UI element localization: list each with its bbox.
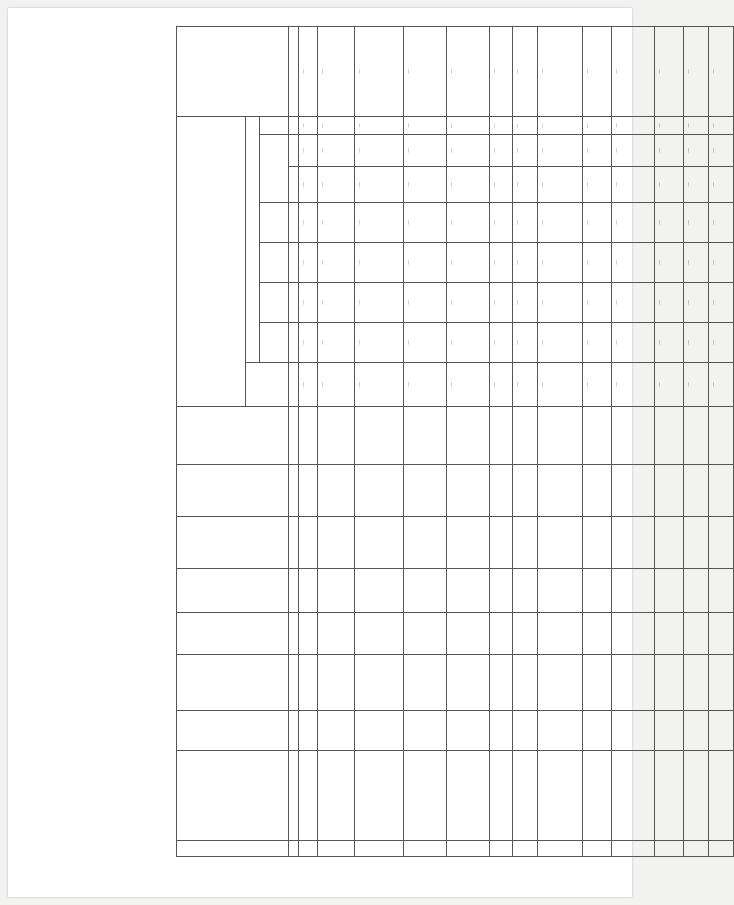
table-row [490, 27, 513, 857]
table-cell: — [355, 167, 404, 203]
table-cell: — [583, 243, 612, 283]
table-cell [404, 569, 447, 613]
table-cell [583, 465, 612, 517]
table-row [538, 27, 583, 857]
table-cell: — [709, 283, 734, 323]
table-cell [404, 655, 447, 711]
table-cell: — [709, 167, 734, 203]
table-cell [538, 517, 583, 569]
table-cell: — [684, 323, 709, 363]
table-cell: — [538, 203, 583, 243]
table-cell: — [684, 203, 709, 243]
table-cell [655, 841, 684, 857]
year-header [260, 243, 289, 283]
table-cell [355, 613, 404, 655]
table-cell: — [447, 243, 490, 283]
table-cell [299, 407, 318, 465]
column-number [289, 751, 299, 841]
table-cell [447, 569, 490, 613]
table-cell: — [355, 283, 404, 323]
table-cell: — [709, 27, 734, 117]
table-cell [513, 655, 538, 711]
table-cell: — [709, 135, 734, 167]
table-cell [709, 655, 734, 711]
table-cell: — [513, 167, 538, 203]
table-cell: — [655, 243, 684, 283]
table-cell [513, 517, 538, 569]
table-cell: — [538, 167, 583, 203]
table-cell [684, 841, 709, 857]
table-cell: — [612, 243, 655, 283]
table-cell [684, 569, 709, 613]
table-cell: — [655, 117, 684, 135]
table-cell [709, 751, 734, 841]
table-cell [299, 465, 318, 517]
table-cell: — [490, 27, 513, 117]
table-cell: — [355, 243, 404, 283]
table-cell: — [299, 117, 318, 135]
table-cell [684, 407, 709, 465]
table-cell [684, 613, 709, 655]
table-cell [404, 841, 447, 857]
table-cell [490, 613, 513, 655]
table-cell [513, 711, 538, 751]
table-cell [404, 407, 447, 465]
document-page [8, 8, 715, 897]
table-cell [490, 711, 513, 751]
table-cell [709, 711, 734, 751]
table-cell [318, 655, 355, 711]
table-cell: — [612, 203, 655, 243]
table-cell [684, 517, 709, 569]
table-header-row [177, 27, 246, 857]
table-cell: — [655, 323, 684, 363]
table-cell [538, 841, 583, 857]
table-cell: — [299, 203, 318, 243]
table-cell [583, 613, 612, 655]
column-number-row [289, 27, 299, 857]
table-cell: — [447, 135, 490, 167]
table-cell [355, 655, 404, 711]
table-cell: — [538, 27, 583, 117]
table-cell [655, 465, 684, 517]
table-cell [583, 655, 612, 711]
table-cell: — [447, 27, 490, 117]
table-cell: — [513, 135, 538, 167]
table-cell [655, 655, 684, 711]
table-cell [612, 655, 655, 711]
table-cell: — [404, 27, 447, 117]
table-cell: — [355, 363, 404, 407]
table-cell [655, 751, 684, 841]
table-cell: — [299, 243, 318, 283]
table-cell: — [299, 135, 318, 167]
table-cell [447, 655, 490, 711]
table-cell [709, 517, 734, 569]
table-cell [538, 613, 583, 655]
table-cell: — [318, 363, 355, 407]
table-cell: — [513, 243, 538, 283]
table-cell [583, 711, 612, 751]
table-cell [684, 711, 709, 751]
table-cell [299, 613, 318, 655]
column-number [289, 135, 299, 167]
table-cell: — [612, 167, 655, 203]
column-header [177, 655, 289, 711]
table-row [318, 27, 355, 857]
table-cell: — [655, 203, 684, 243]
table-cell [709, 569, 734, 613]
table-cell: — [404, 363, 447, 407]
column-number [289, 569, 299, 613]
table-cell: — [355, 27, 404, 117]
table-cell: — [490, 363, 513, 407]
table-cell [538, 751, 583, 841]
column-header [177, 841, 289, 857]
year-header [260, 203, 289, 243]
table-cell: — [684, 27, 709, 117]
column-header [177, 407, 289, 465]
table-cell: — [318, 117, 355, 135]
column-number [289, 363, 299, 407]
table-cell [404, 613, 447, 655]
table-cell [612, 711, 655, 751]
table-cell [612, 613, 655, 655]
table-cell [447, 517, 490, 569]
table-cell [513, 751, 538, 841]
column-header [177, 613, 289, 655]
table-cell [612, 465, 655, 517]
table-cell [612, 841, 655, 857]
column-number [289, 407, 299, 465]
table-cell: — [612, 117, 655, 135]
table-cell [538, 465, 583, 517]
table-cell: — [447, 323, 490, 363]
table-cell: — [447, 203, 490, 243]
table-cell: — [583, 27, 612, 117]
table-cell: — [318, 167, 355, 203]
table-cell: — [355, 117, 404, 135]
table-cell: — [655, 283, 684, 323]
table-cell [709, 407, 734, 465]
table-row [299, 27, 318, 857]
table-cell [655, 711, 684, 751]
table-cell: — [684, 135, 709, 167]
column-number [289, 655, 299, 711]
table-cell: — [318, 203, 355, 243]
table-cell [447, 465, 490, 517]
table-cell [684, 655, 709, 711]
table-cell [490, 517, 513, 569]
column-header [177, 465, 289, 517]
table-cell [684, 465, 709, 517]
table-cell [538, 655, 583, 711]
table-cell [655, 569, 684, 613]
table-cell: — [355, 323, 404, 363]
subsidy-distribution-table [176, 26, 734, 857]
table-cell [355, 407, 404, 465]
table-cell: — [318, 135, 355, 167]
table-cell [684, 751, 709, 841]
table-cell: — [655, 135, 684, 167]
column-number [289, 203, 299, 243]
table-cell: — [709, 117, 734, 135]
table-cell [299, 655, 318, 711]
table-cell [490, 655, 513, 711]
year-header [260, 135, 289, 203]
table-cell: — [655, 27, 684, 117]
table-cell: — [447, 167, 490, 203]
table-cell: — [513, 363, 538, 407]
table-cell: — [583, 363, 612, 407]
subheader-total [246, 363, 289, 407]
table-cell: — [583, 135, 612, 167]
table-cell [612, 517, 655, 569]
table-row [655, 27, 684, 857]
table-cell [447, 751, 490, 841]
table-cell [318, 517, 355, 569]
column-number [289, 465, 299, 517]
table-cell: — [709, 203, 734, 243]
table-cell: — [490, 283, 513, 323]
table-cell: — [709, 323, 734, 363]
table-cell [404, 711, 447, 751]
column-number [289, 117, 299, 135]
table-cell [318, 613, 355, 655]
year-header [260, 323, 289, 363]
table-cell: — [490, 243, 513, 283]
table-cell [404, 465, 447, 517]
table-cell [583, 407, 612, 465]
table-cell [299, 569, 318, 613]
column-number [289, 323, 299, 363]
table-cell: — [404, 283, 447, 323]
table-row [709, 27, 734, 857]
table-cell: — [318, 243, 355, 283]
table-cell: — [612, 363, 655, 407]
table-cell [538, 407, 583, 465]
table-cell [299, 841, 318, 857]
table-row [684, 27, 709, 857]
table-cell [538, 711, 583, 751]
table-row [513, 27, 538, 857]
table-cell [318, 569, 355, 613]
column-number [289, 167, 299, 203]
table-cell: — [583, 323, 612, 363]
column-header [177, 711, 289, 751]
table-cell: — [490, 117, 513, 135]
table-cell: — [684, 167, 709, 203]
table-cell [318, 711, 355, 751]
column-header [177, 27, 289, 117]
table-cell: — [612, 135, 655, 167]
table-row [447, 27, 490, 857]
table-cell: — [404, 203, 447, 243]
year-header [260, 283, 289, 323]
table-body [299, 27, 734, 857]
column-header [177, 517, 289, 569]
table-cell [447, 841, 490, 857]
table-cell: — [612, 283, 655, 323]
table-cell: — [538, 243, 583, 283]
column-number [289, 243, 299, 283]
table-cell [538, 569, 583, 613]
table-cell [612, 751, 655, 841]
table-cell [447, 613, 490, 655]
table-cell [709, 465, 734, 517]
table-row [583, 27, 612, 857]
year-header-blank [260, 117, 289, 135]
table-cell [655, 407, 684, 465]
table-cell: — [583, 203, 612, 243]
table-cell [513, 465, 538, 517]
table-cell [355, 711, 404, 751]
table-cell [318, 465, 355, 517]
table-cell: — [538, 283, 583, 323]
table-cell: — [513, 283, 538, 323]
table-cell: — [513, 27, 538, 117]
column-number [289, 613, 299, 655]
table-cell: — [404, 135, 447, 167]
rotated-landscape-sheet [8, 8, 715, 897]
column-number [289, 27, 299, 117]
table-cell: — [447, 363, 490, 407]
table-cell: — [299, 167, 318, 203]
table-cell: — [490, 135, 513, 167]
table-cell [490, 751, 513, 841]
table-cell: — [709, 363, 734, 407]
table-cell: — [538, 117, 583, 135]
table-cell: — [583, 117, 612, 135]
table-cell [318, 841, 355, 857]
table-cell: — [318, 27, 355, 117]
table-cell: — [318, 323, 355, 363]
table-cell: — [538, 363, 583, 407]
column-number [289, 283, 299, 323]
table-cell: — [684, 283, 709, 323]
table-cell: — [684, 117, 709, 135]
table-cell: — [404, 167, 447, 203]
table-cell: — [299, 363, 318, 407]
table-cell [655, 613, 684, 655]
table-cell [490, 841, 513, 857]
table-cell [355, 841, 404, 857]
table-cell [612, 407, 655, 465]
table-cell: — [447, 117, 490, 135]
column-number [289, 711, 299, 751]
table-cell [299, 711, 318, 751]
table-cell [513, 569, 538, 613]
table-cell [490, 569, 513, 613]
table-cell [299, 751, 318, 841]
table-cell: — [490, 203, 513, 243]
table-cell [583, 751, 612, 841]
table-cell [490, 407, 513, 465]
table-cell: — [490, 323, 513, 363]
table-cell: — [404, 323, 447, 363]
table-cell [513, 407, 538, 465]
table-cell [404, 517, 447, 569]
table-cell: — [538, 135, 583, 167]
table-cell: — [299, 323, 318, 363]
funding-header [177, 117, 246, 407]
table-cell: — [583, 283, 612, 323]
table-cell [655, 517, 684, 569]
table-cell [490, 465, 513, 517]
column-number [289, 517, 299, 569]
table-cell: — [513, 323, 538, 363]
table-cell [355, 569, 404, 613]
table-cell [513, 841, 538, 857]
table-cell [447, 711, 490, 751]
column-number [289, 841, 299, 857]
table-cell: — [612, 27, 655, 117]
table-cell [355, 517, 404, 569]
table-cell: — [655, 363, 684, 407]
table-cell: — [299, 27, 318, 117]
table-cell: — [583, 167, 612, 203]
table-cell [318, 751, 355, 841]
table-cell [355, 751, 404, 841]
table-cell: — [513, 117, 538, 135]
table-row [355, 27, 404, 857]
table-cell [447, 407, 490, 465]
table-cell [318, 407, 355, 465]
table-cell [299, 517, 318, 569]
table-cell: — [709, 243, 734, 283]
table-cell: — [299, 283, 318, 323]
table-cell [583, 569, 612, 613]
column-header [177, 569, 289, 613]
table-cell: — [490, 167, 513, 203]
table-cell: — [404, 117, 447, 135]
table-cell [583, 841, 612, 857]
table-cell: — [655, 167, 684, 203]
table-row [612, 27, 655, 857]
table-cell: — [355, 203, 404, 243]
table-cell [513, 613, 538, 655]
table-row [404, 27, 447, 857]
table-cell [583, 517, 612, 569]
table-cell: — [684, 363, 709, 407]
column-header [177, 751, 289, 841]
table-cell: — [355, 135, 404, 167]
table-cell [709, 841, 734, 857]
table-cell [355, 465, 404, 517]
table-cell [404, 751, 447, 841]
table-cell [709, 613, 734, 655]
table-cell: — [513, 203, 538, 243]
table-cell: — [447, 283, 490, 323]
table-cell: — [404, 243, 447, 283]
table-cell: — [318, 283, 355, 323]
table-cell [612, 569, 655, 613]
table-cell: — [612, 323, 655, 363]
table-cell: — [684, 243, 709, 283]
subheader-years-group [246, 117, 260, 363]
table-cell: — [538, 323, 583, 363]
